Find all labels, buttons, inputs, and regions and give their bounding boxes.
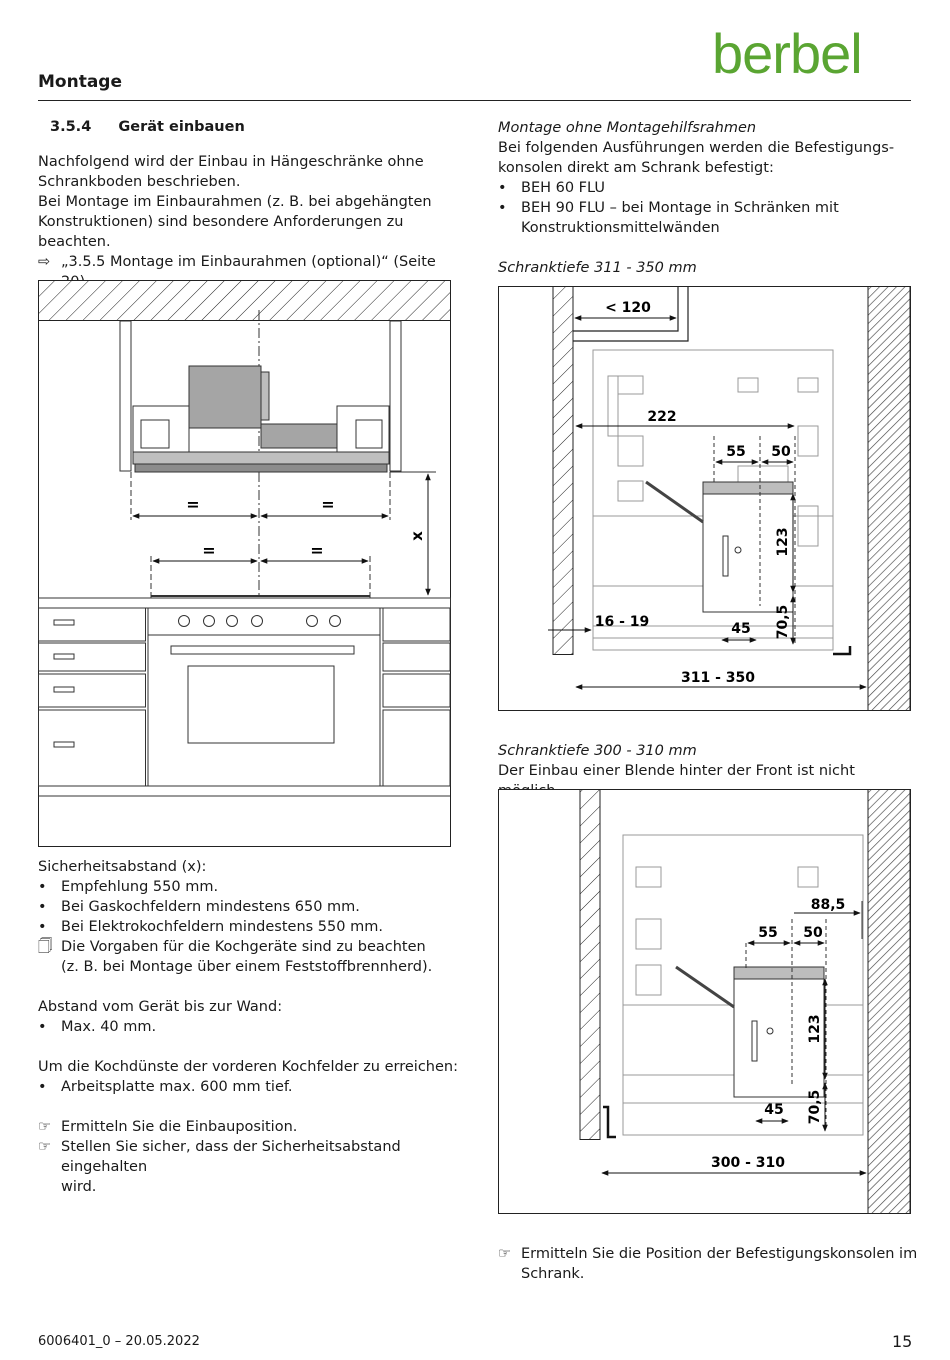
action-text: Ermitteln Sie die Position der Befestigungskonsolen im [521,1246,918,1262]
action-text: Stellen Sie sicher, dass der Sicherheitsabstand eingehalten [61,1139,401,1175]
document-icon: 🗍 [38,939,53,955]
list-item-text: Bei Gaskochfeldern mindestens 650 mm. [61,899,360,915]
list-item: • Max. 40 mm. [38,1019,157,1035]
dim-top: < 120 [605,300,651,316]
wall-distance-heading: Abstand vom Gerät bis zur Wand: [38,999,283,1015]
right-intro-heading: Montage ohne Montagehilfsrahmen [498,120,757,136]
list-item-continued [498,218,918,238]
section-number: 3.5.4 [50,119,92,135]
dim-equal: = [321,495,335,514]
front-hob-heading: Um die Kochdünste der vorderen Kochfelder zu erreichen: [38,1059,458,1075]
dim-equal: = [310,541,324,560]
list-item-text: Max. 40 mm. [61,1019,157,1035]
dim-equal: = [186,495,200,514]
header-title: Montage [38,72,122,92]
front-panel [580,790,600,1140]
dim-50: 50 [803,925,823,941]
document-note [38,937,468,957]
action-step-continued [38,1177,468,1197]
dim-55: 55 [758,925,778,941]
right-intro-line: Bei folgenden Ausführungen werden die Befestigungs- [498,140,895,156]
action-step [498,1244,918,1264]
dim-70-5: 70,5 [775,604,791,640]
dim-45: 45 [731,621,751,637]
action-step-continued [498,1264,918,1284]
cabinet-side-right [390,321,401,471]
list-item-text: Bei Elektrokochfeldern mindestens 550 mm. [61,919,383,935]
list-item-text: Empfehlung 550 mm. [61,879,219,895]
installation-diagram [38,280,452,848]
figure1-caption: Schranktiefe 311 - 350 mm [498,260,697,276]
hand-pointer-icon: ☞ [38,1119,51,1135]
dim-equal: = [202,541,216,560]
cross-reference-text: „3.5.5 Montage im Einbaurahmen (optional)“ (Seite [61,254,436,270]
list-item: • Bei Elektrokochfeldern mindestens 550 mm. [38,919,383,935]
list-item: • BEH 60 FLU [498,180,605,196]
intro-line: Nachfolgend wird der Einbau in Hängeschränke ohne [38,154,424,170]
dim-total: 311 - 350 [680,670,756,686]
list-item: • Empfehlung 550 mm. [38,879,219,895]
action-step [38,1117,468,1137]
document-note-text: Die Vorgaben für die Kochgeräte sind zu beachten [61,939,426,955]
list-item-text: Konstruktionsmittelwänden [521,220,720,236]
section-heading [50,119,245,135]
worktop [39,598,451,608]
arrow-right-icon: ⇨ [38,254,51,270]
dim-55: 55 [726,444,746,460]
list-item-text: BEH 90 FLU – bei Montage in Schränken mit [521,200,839,216]
document-note-continued [38,957,468,977]
cabinet-depth-diagram-1 [498,286,912,713]
figure2-caption: Schranktiefe 300 - 310 mm [498,743,697,759]
hand-pointer-icon: ☞ [38,1139,51,1155]
dim-70-5: 70,5 [807,1089,823,1125]
list-item: • Bei Gaskochfeldern mindestens 650 mm. [38,899,360,915]
hand-pointer-icon: ☞ [498,1246,511,1262]
right-intro [498,118,918,238]
intro-text [38,152,468,292]
footer-page-number: 15 [892,1332,913,1351]
dim-222: 222 [647,409,677,425]
intro-line: Bei Montage im Einbaurahmen (z. B. bei abgehängten [38,194,432,210]
dim-123: 123 [775,527,791,557]
dim-50: 50 [771,444,791,460]
list-item: • BEH 90 FLU – bei Montage in Schränken mit [498,200,839,216]
action-text: wird. [61,1179,97,1195]
front-panel [553,287,573,655]
list-item: • Arbeitsplatte max. 600 mm tief. [38,1079,293,1095]
right-intro-line: konsolen direkt am Schrank befestigt: [498,160,774,176]
dim-45: 45 [764,1102,784,1118]
figure2-note: Der Einbau einer Blende hinter der Front ist nicht [498,763,855,779]
dim-16-19: 16 - 19 [594,614,650,630]
action-text: Ermitteln Sie die Einbauposition. [61,1119,298,1135]
cabinet-side-left [120,321,131,471]
cabinet-depth-diagram-2 [498,789,912,1216]
safety-distance-block [38,857,468,1197]
dim-123: 123 [807,1014,823,1044]
dim-x: x [408,531,426,541]
footer-doc-number: 6006401_0 – 20.05.2022 [38,1334,200,1349]
section-title: Gerät einbauen [118,119,245,135]
right-action-block [498,1244,918,1284]
safety-heading: Sicherheitsabstand (x): [38,859,207,875]
wall-hatch [868,287,910,711]
berbel-logo: berbel [712,22,862,85]
intro-line: Schrankboden beschrieben. [38,174,241,190]
dim-total: 300 - 310 [710,1155,786,1171]
list-item-text: Arbeitsplatte max. 600 mm tief. [61,1079,293,1095]
document-note-text: (z. B. bei Montage über einem Feststoffbrennherd). [61,959,433,975]
action-step [38,1137,468,1177]
intro-line: Konstruktionen) sind besondere Anforderungen zu beachten. [38,214,404,250]
ceiling-hatch [39,281,451,321]
wall-hatch [868,790,910,1214]
dim-88-5: 88,5 [810,897,846,913]
list-item-text: BEH 60 FLU [521,180,605,196]
action-text: Schrank. [521,1266,585,1282]
hood-motor-box [189,366,261,428]
